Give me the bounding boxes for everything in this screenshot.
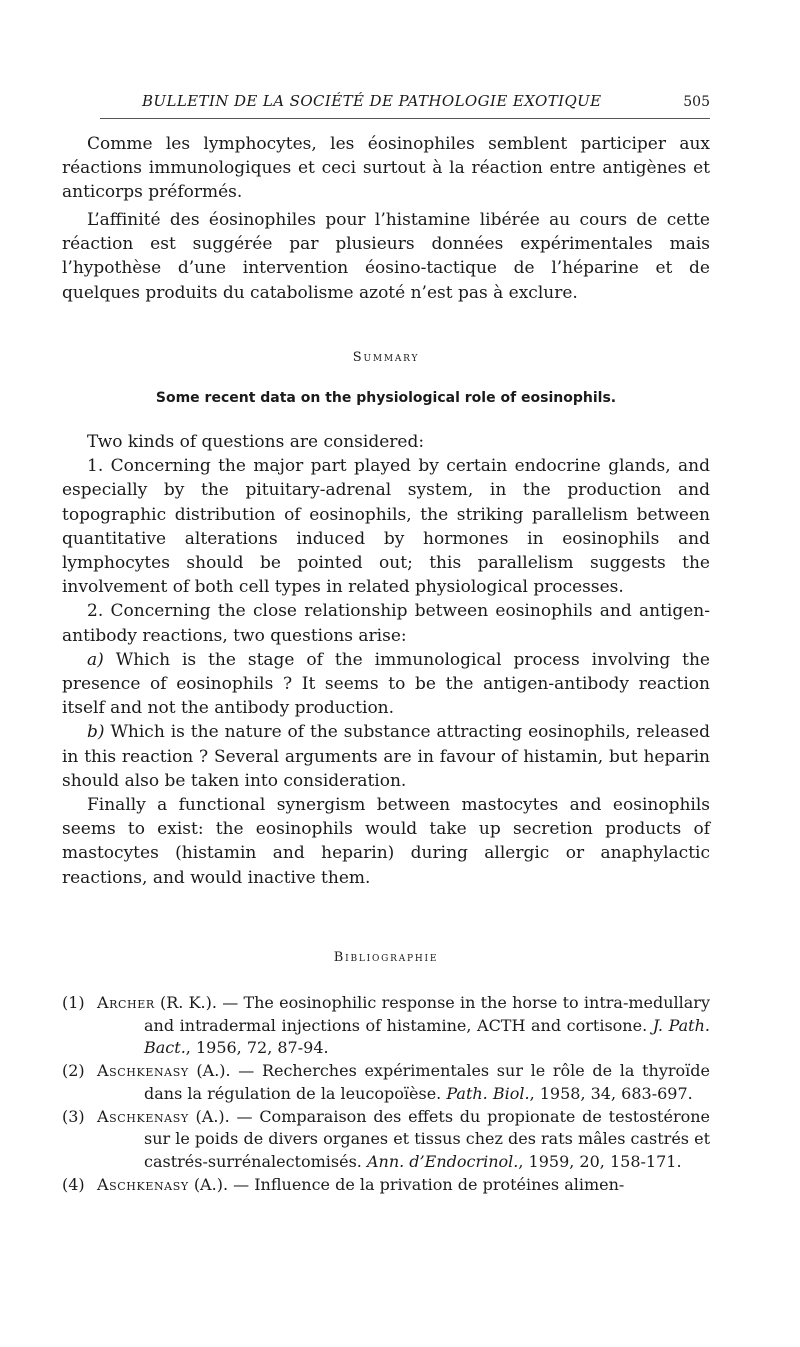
page-number: 505	[683, 94, 710, 110]
entry-initials: (A.).	[193, 1174, 229, 1194]
intro-text-2: L’affinité des éosinophiles pour l’histamine libérée au cours de cette réaction est suggérée par plusieurs données expérimentales mais l’hypothèse d’une intervention éosino-tactique de l’héparine et de quelques produits du catabolisme azoté n’est pas à exclure.	[62, 210, 710, 303]
summary-paragraph: 2. Concerning the close relationship between eosinophils and antigen-antibody reactions, two questions arise:	[62, 601, 710, 646]
entry-initials: (R. K.).	[160, 993, 217, 1012]
page-header	[100, 92, 710, 114]
entry-ref: , 1956, 72, 87-94.	[185, 1038, 329, 1057]
intro-paragraph-1	[62, 132, 710, 205]
bibliography-entry	[62, 1174, 710, 1197]
running-head: BULLETIN DE LA SOCIÉTÉ DE PATHOLOGIE EXOTIQUE	[142, 92, 602, 110]
entry-journal: J. Path. Bact.	[144, 1015, 710, 1057]
header-rule	[100, 118, 710, 119]
summary-paragraph	[62, 720, 710, 793]
entry-journal: Path. Biol.	[446, 1083, 530, 1103]
summary-paragraph: 1. Concerning the major part played by certain endocrine glands, and especially by the pituitary-adrenal system, in the production and topographic distribution of eosinophils, the striking parallelism between quantitative alterations induced by hormones in eosinophils and lymphocytes should be pointed out; this parallelism suggests the involvement of both cell types in related physiological processes.	[62, 456, 710, 598]
bibliography-entry	[62, 992, 710, 1060]
item-text-b: Which is the nature of the substance attracting eosinophils, released in this reaction ? Several arguments are in favour of histamin, but heparin should also be taken into consideration.	[62, 722, 710, 791]
entry-author: Aschkenasy	[97, 1174, 189, 1194]
entry-text: — Recherches expérimentales sur le rôle de la thyroïde dans la régulation de la leucopoïèse.	[144, 1061, 710, 1103]
entry-body	[97, 1174, 710, 1197]
bibliography-list	[62, 992, 710, 1197]
summary-paragraph: Two kinds of questions are considered:	[87, 432, 425, 452]
entry-number: (3)	[62, 1106, 85, 1126]
entry-initials: (A.).	[196, 1061, 231, 1080]
entry-body	[97, 1060, 710, 1105]
entry-ref: , 1958, 34, 683-697.	[529, 1083, 693, 1103]
intro-text-1: Comme les lymphocytes, les éosinophiles semblent participer aux réactions immunologiques et ceci surtout à la réaction entre antigènes et anticorps préformés.	[62, 134, 710, 203]
entry-text: — Influence de la privation de protéines alimen-	[233, 1174, 625, 1194]
bibliography-entry	[62, 1060, 710, 1105]
entry-author: Archer	[97, 993, 155, 1012]
summary-paragraph	[62, 648, 710, 721]
entry-text: — Comparaison des effets du propionate de testostérone sur le poids de divers organes et tissus chez des rats mâles castrés et castrés-surrénalectomisés.	[144, 1106, 711, 1171]
entry-number: (4)	[62, 1174, 85, 1194]
item-label-b: b)	[87, 722, 105, 743]
entry-ref: , 1959, 20, 158-171.	[518, 1151, 682, 1171]
summary-subtitle: Some recent data on the physiological role of eosinophils.	[155, 390, 617, 406]
item-text-a: Which is the stage of the immunological process involving the presence of eosinophils ? It seems to be the antigen-antibody reaction itself and not the antibody production.	[62, 649, 710, 719]
bibliography-heading: Bibliographie	[333, 950, 439, 965]
entry-initials: (A.).	[195, 1106, 230, 1126]
entry-text: — The eosinophilic response in the horse to intra-medullary and intradermal injections of histamine, ACTH and cortisone.	[144, 993, 710, 1035]
entry-author: Aschkenasy	[97, 1106, 189, 1126]
intro-paragraph-2	[62, 208, 710, 305]
summary-paragraph: Finally a functional synergism between mastocytes and eosinophils seems to exist: the eosinophils would take up secretion products of mastocytes (histamin and heparin) during allergic or anaphylactic reactions, and would inactive them.	[62, 795, 710, 888]
entry-author: Aschkenasy	[97, 1061, 189, 1080]
summary-heading: Summary	[352, 350, 420, 365]
item-label-a: a)	[87, 649, 104, 670]
summary-body	[62, 430, 710, 890]
bibliography-entry	[62, 1106, 710, 1174]
entry-body	[97, 992, 710, 1060]
entry-body	[97, 1106, 711, 1174]
entry-journal: Ann. d’Endocrinol.	[366, 1151, 519, 1171]
entry-number: (2)	[62, 1061, 85, 1080]
entry-number: (1)	[62, 993, 85, 1012]
